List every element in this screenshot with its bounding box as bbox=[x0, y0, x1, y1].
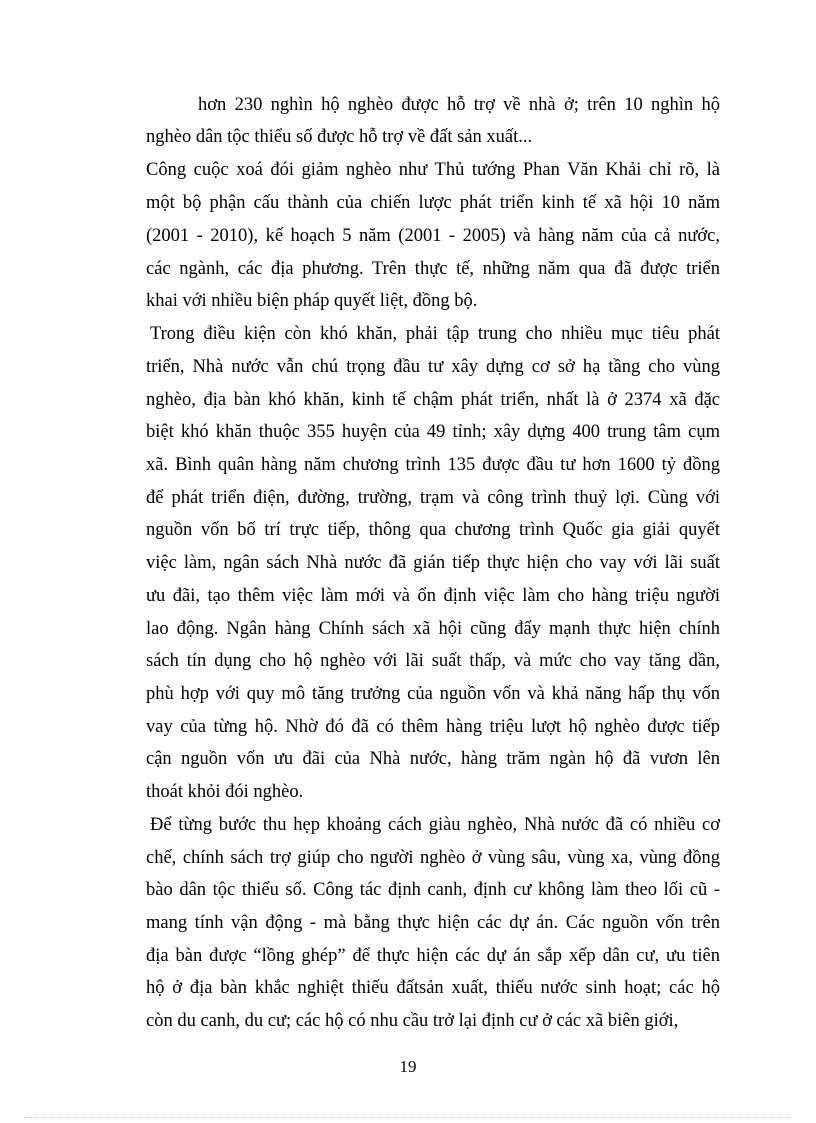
text-line-22: thoát khỏi đói nghèo. bbox=[146, 782, 304, 802]
text-line-25: bào dân tộc thiểu số. Công tác định canh, định cư không làm theo lối cũ - bbox=[146, 880, 720, 900]
text-line-3: Công cuộc xoá đói giảm nghèo như Thủ tướng Phan Văn Khải chỉ rõ, là bbox=[146, 160, 720, 180]
text-line-16: ưu đãi, tạo thêm việc làm mới và ổn định việc làm cho hàng triệu người bbox=[146, 586, 720, 606]
text-line-9: triển, Nhà nước vẫn chú trọng đầu tư xây dựng cơ sở hạ tầng cho vùng bbox=[146, 357, 720, 377]
text-line-24: chế, chính sách trợ giúp cho người nghèo ở vùng sâu, vùng xa, vùng đồng bbox=[146, 848, 720, 868]
text-line-15: việc làm, ngân sách Nhà nước đã gián tiếp thực hiện cho vay với lãi suất bbox=[146, 553, 720, 573]
text-line-2: nghèo dân tộc thiểu số được hỗ trợ về đất sản xuất... bbox=[146, 127, 533, 147]
text-line-5: (2001 - 2010), kế hoạch 5 năm (2001 - 2005) và hàng năm của cả nước, bbox=[146, 226, 720, 246]
text-line-18: sách tín dụng cho hộ nghèo với lãi suất thấp, và mức cho vay tăng dần, bbox=[146, 651, 720, 671]
text-line-20: vay của từng hộ. Nhờ đó đã có thêm hàng triệu lượt hộ nghèo được tiếp bbox=[146, 717, 720, 737]
text-line-21: cận nguồn vốn ưu đãi của Nhà nước, hàng trăm ngàn hộ đã vươn lên bbox=[146, 749, 720, 769]
text-line-8: Trong điều kiện còn khó khăn, phải tập trung cho nhiều mục tiêu phát bbox=[150, 324, 720, 344]
text-line-26: mang tính vận động - mà bằng thực hiện các dự án. Các nguồn vốn trên bbox=[146, 913, 720, 933]
text-line-6: các ngành, các địa phương. Trên thực tế, những năm qua đã được triển bbox=[146, 259, 720, 279]
text-line-14: nguồn vốn bố trí trực tiếp, thông qua chương trình Quốc gia giải quyết bbox=[146, 520, 720, 540]
text-line-28: hộ ở địa bàn khắc nghiệt thiếu đấtsản xuất, thiếu nước sinh hoạt; các hộ bbox=[146, 978, 720, 998]
text-line-17: lao động. Ngân hàng Chính sách xã hội cũng đẩy mạnh thực hiện chính bbox=[146, 619, 720, 639]
text-line-19: phù hợp với quy mô tăng trưởng của nguồn vốn và khả năng hấp thụ vốn bbox=[146, 684, 720, 704]
page-bottom-divider bbox=[24, 1117, 792, 1118]
text-line-4: một bộ phận cấu thành của chiến lược phát triển kinh tế xã hội 10 năm bbox=[146, 193, 720, 213]
text-line-23: Để từng bước thu hẹp khoảng cách giàu nghèo, Nhà nước đã có nhiều cơ bbox=[150, 815, 720, 835]
text-line-12: xã. Bình quân hàng năm chương trình 135 được đầu tư hơn 1600 tỷ đồng bbox=[146, 455, 720, 475]
text-line-27: địa bàn được “lồng ghép” để thực hiện các dự án sắp xếp dân cư, ưu tiên bbox=[146, 946, 720, 966]
text-line-10: nghèo, địa bàn khó khăn, kinh tế chậm phát triển, nhất là ở 2374 xã đặc bbox=[146, 390, 720, 410]
text-line-13: để phát triển điện, đường, trường, trạm và công trình thuỷ lợi. Cùng với bbox=[146, 488, 720, 508]
text-line-1: hơn 230 nghìn hộ nghèo được hỗ trợ về nhà ở; trên 10 nghìn hộ bbox=[198, 95, 720, 115]
text-line-7: khai với nhiều biện pháp quyết liệt, đồng bộ. bbox=[146, 291, 478, 311]
text-line-11: biệt khó khăn thuộc 355 huyện của 49 tỉnh; xây dựng 400 trung tâm cụm bbox=[146, 422, 720, 442]
text-line-29: còn du canh, du cư; các hộ có nhu cầu trở lại định cư ở các xã biên giới, bbox=[146, 1011, 679, 1031]
page-number: 19 bbox=[399, 1057, 417, 1076]
